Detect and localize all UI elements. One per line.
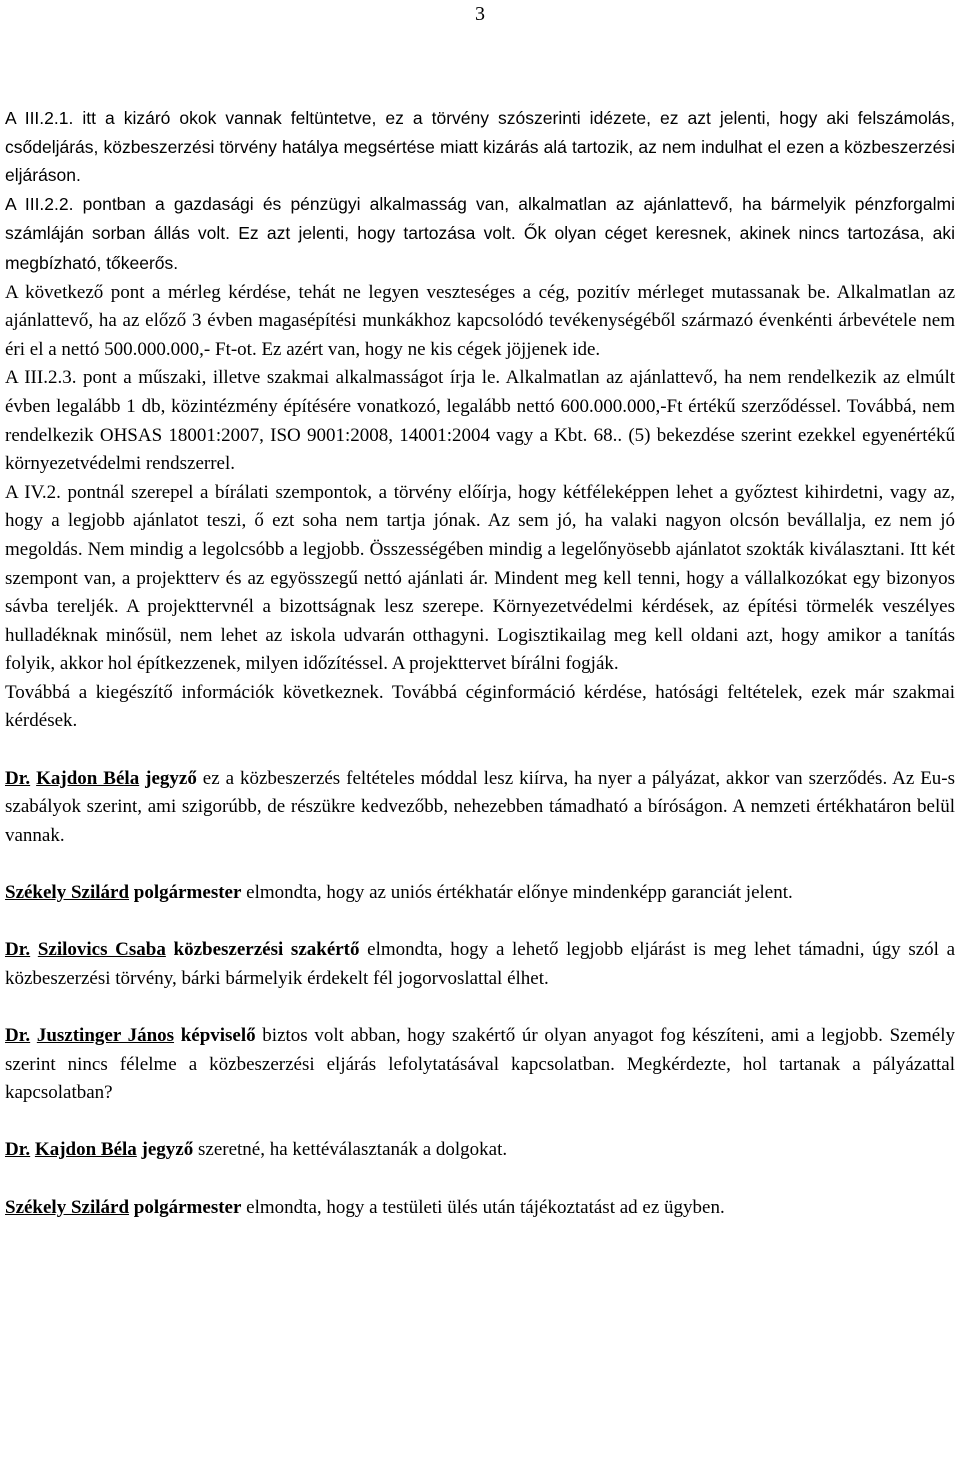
paragraph-text: A III.2.2. pontban a gazdasági és pénzügyi alkalmasság van, alkalmatlan az ajánlattevő, ha bármelyik pénzforgalmi számláján sorban állás volt. Ez azt jelenti, hogy tartozása volt. Ők olyan céget keresnek, akinek nincs tartozása, aki megbízható, tőkeerős. bbox=[5, 193, 955, 273]
speaker-role: polgármester bbox=[133, 882, 242, 904]
speaker-name: Kajdon Béla bbox=[36, 767, 140, 789]
speaker-name: Szilovics Csaba bbox=[37, 939, 166, 961]
paragraph-kiegeszito-informaciok bbox=[5, 679, 955, 736]
paragraph-merleg bbox=[5, 279, 955, 365]
speaker-title: Dr. bbox=[5, 767, 31, 789]
speaker-role: polgármester bbox=[133, 1196, 242, 1218]
statement-szekely-1 bbox=[5, 879, 955, 908]
paragraph-text: A következő pont a mérleg kérdése, tehát ne legyen veszteséges a cég, pozitív mérleget mutassanak be. bbox=[5, 281, 831, 303]
statement-szekely-2 bbox=[5, 1194, 955, 1223]
speaker-role: közbeszerzési szakértő bbox=[173, 939, 360, 961]
speaker-name: Kajdon Béla bbox=[34, 1139, 137, 1161]
speaker-role: jegyző bbox=[145, 767, 197, 789]
statement-szilovics bbox=[5, 936, 955, 993]
speaker-name: Székely Szilárd bbox=[5, 1196, 130, 1218]
statement-kajdon-1 bbox=[5, 765, 955, 851]
paragraph-gazdasagi-alkalmassag bbox=[5, 190, 955, 279]
statement-text: ez a közbeszerzés feltételes móddal lesz kiírva, ha nyer a pályázat, akkor van szerződés. Az Eu-s szabályok szerint, ami szigorúbb, de részükre kedvezőbb, nehezebben támadható a bíróságon. A nemzeti értékhatáron belül vannak. bbox=[5, 767, 956, 846]
paragraph-biralati-szempontok bbox=[5, 479, 955, 679]
speaker-title: Dr. bbox=[5, 1025, 31, 1046]
statement-text: szeretné, ha kettéválasztanák a dolgokat. bbox=[193, 1139, 508, 1161]
speaker-role: jegyző bbox=[141, 1139, 194, 1161]
paragraph-kizaro-okok bbox=[5, 104, 955, 190]
paragraph-text: A III.2.1. itt a kizáró okok vannak feltüntetve, ez a törvény szószerinti idézete, ez azt jelenti, hogy aki felszámolás, csődeljárás, közbeszerzési törvény hatálya megsértése miatt kizárás alá tartozik, az nem indulhat el ezen a közbeszerzési eljáráson. bbox=[5, 108, 955, 186]
speaker-name: Székely Szilárd bbox=[5, 882, 130, 904]
paragraph-text: A III.2.3. pont a műszaki, illetve szakmai alkalmasságot írja le. Alkalmatlan az ajánlattevő, ha nem rendelkezik az elmúlt évben legalább 1 db, közintézmény építésére vonatkozó, legalább nettó 600.000.000,-Ft értékű szerződéssel. Továbbá, nem rendelkezik OHSAS 18001:2007, ISO 9001:2008, 14001:2004 vagy a Kbt. 68.. (5) bekezdése szerint ezekkel egyenértékű környezetvédelmi rendszerrel. bbox=[5, 367, 955, 475]
paragraph-muszaki-alkalmassag bbox=[5, 364, 955, 478]
statement-text: elmondta, hogy a testületi ülés után tájékoztatást ad ez ügyben. bbox=[241, 1196, 725, 1218]
statement-kajdon-2 bbox=[5, 1136, 955, 1165]
document-body bbox=[5, 104, 955, 1222]
statement-jusztinger bbox=[5, 1022, 955, 1108]
paragraph-text: Továbbá a kiegészítő információk következnek. Továbbá céginformáció kérdése, hatósági feltételek, ezek már szakmai kérdések. bbox=[5, 681, 955, 732]
speaker-title: Dr. bbox=[5, 1139, 31, 1161]
statement-text: biztos volt abban, hogy szakértő úr olyan anyagot fog készíteni, ami a legjobb. Személy szerint nincs félelme a közbeszerzési eljárás lefolytatásával kapcsolatban. Megkérdezte, hol tartanak a pályázattal kapcsolatban? bbox=[5, 1025, 955, 1104]
speaker-role: képviselő bbox=[180, 1025, 256, 1046]
speaker-name: Jusztinger János bbox=[36, 1025, 175, 1046]
paragraph-text: Alkalmatlan az ajánlattevő, ha az előző 3 évben magasépítési munkákhoz kapcsolódó tevékenységéből származó évenkénti árbevétele nem éri el a nettó 500.000.000,- Ft-ot. Ez azért van, hogy ne kis cégek jöjjenek ide. bbox=[5, 281, 956, 360]
speaker-title: Dr. bbox=[5, 939, 31, 961]
statement-text: elmondta, hogy a lehető legjobb eljárást is meg lehet támadni, úgy szól a közbeszerzési törvény, bárki bármelyik érdekelt fél jogorvoslattal élhet. bbox=[5, 939, 956, 989]
paragraph-text: A IV.2. pontnál szerepel a bírálati szempontok, a törvény előírja, hogy kétféleképpen lehet a győztest kihirdetni, vagy az, hogy a legjobb ajánlatot teszi, ő ezt soha nem tartja jónak. Az sem jó, ha valaki nagyon olcsón bevállalja, ez nem jó megoldás. Nem mindig a legolcsóbb a legjobb. Összességében mindig a legelőnyösebb ajánlatot szokták kiválasztani. Itt két szempont van, a projektterv és az egyösszegű nettó ajánlati ár. Mindent meg kell tenni, hogy a vállalkozókat egy bizonyos sávba tereljék. A projekttervnél a bizottságnak lesz szerepe. Környezetvédelmi kérdések, az építési törmelék veszélyes hulladéknak minősül, nem lehet az iskola udvarán otthagyni. Logisztikailag meg kell oldani azt, hogy amikor a tanítás folyik, akkor hol építkezzenek, milyen időzítéssel. A projekttervet bírálni fogják. bbox=[5, 481, 955, 675]
statement-text: elmondta, hogy az uniós értékhatár előnye mindenképp garanciát jelent. bbox=[241, 882, 793, 904]
page-number: 3 bbox=[475, 3, 485, 25]
